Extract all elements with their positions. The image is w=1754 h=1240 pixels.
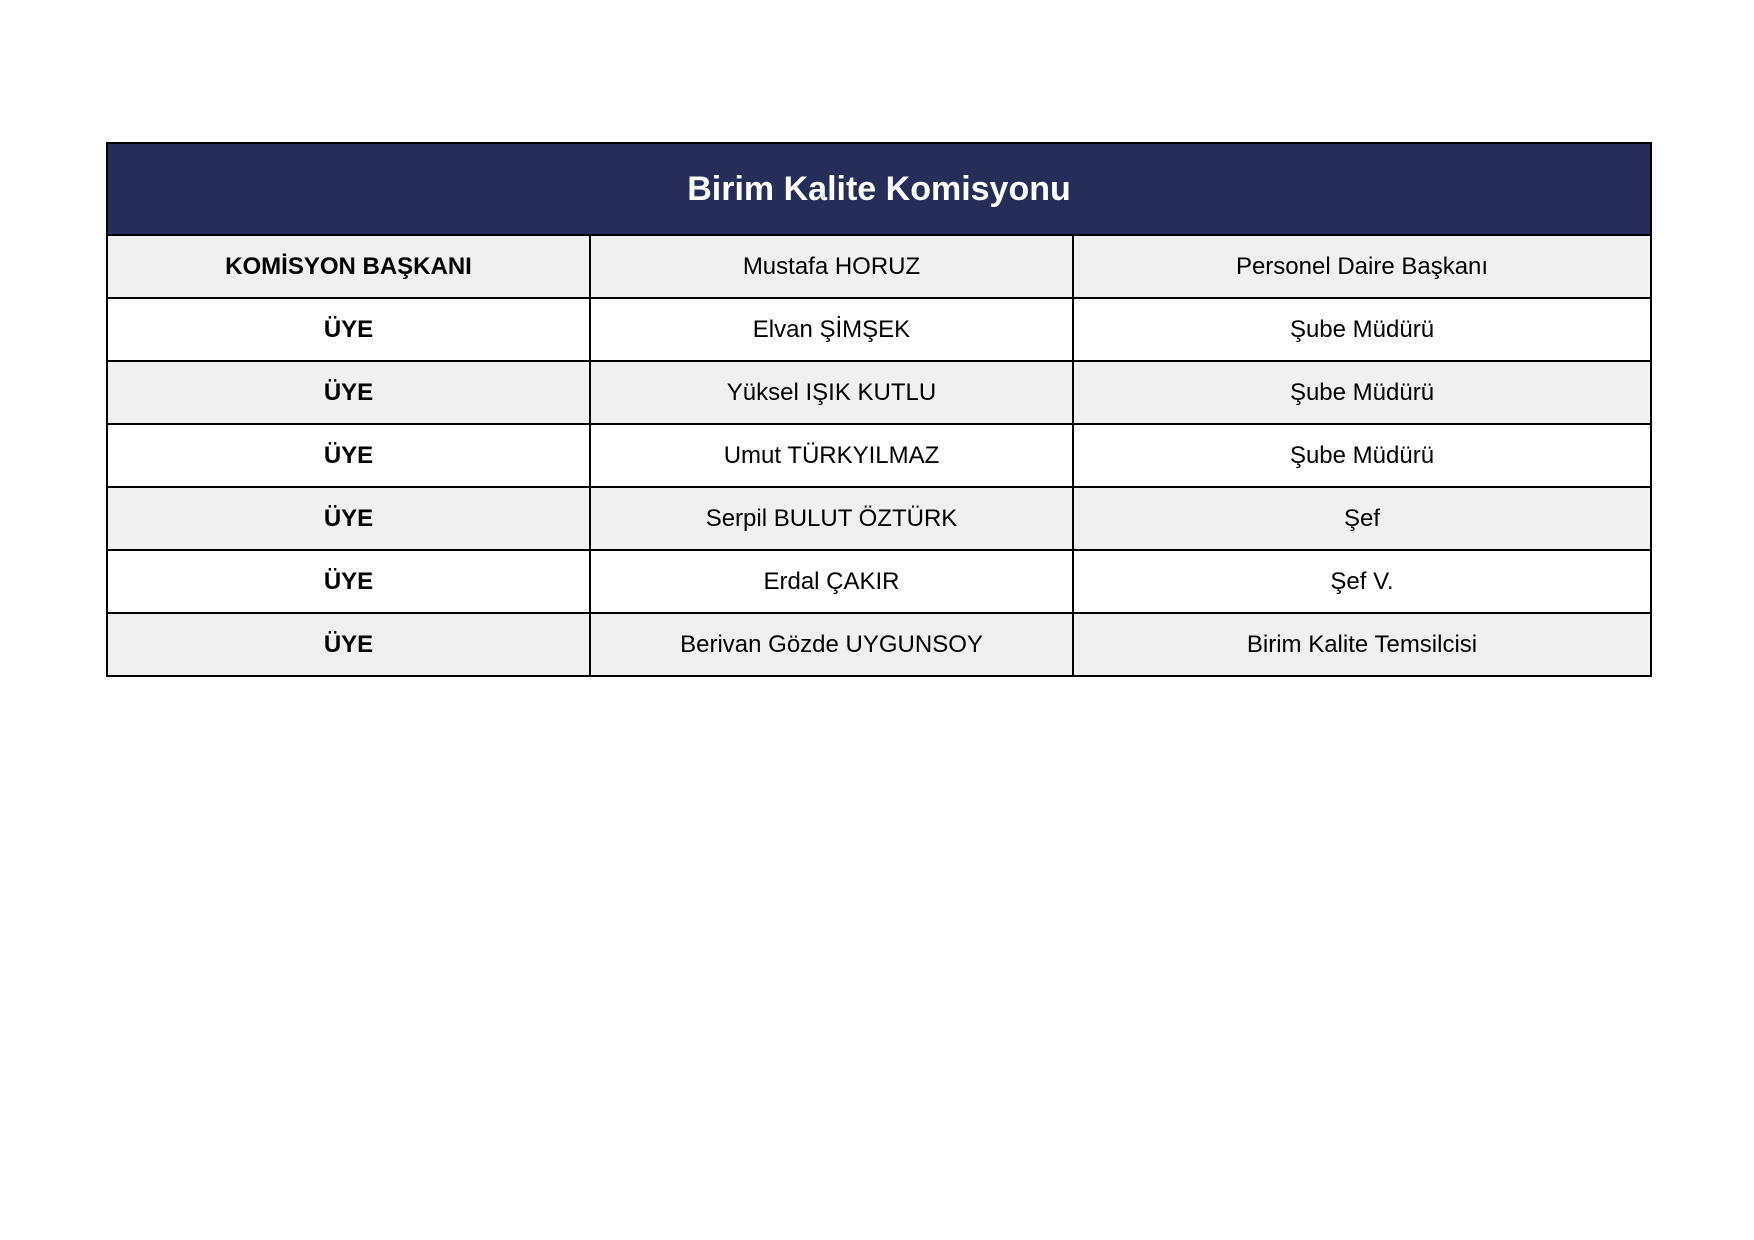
- table-row: [107, 613, 1651, 676]
- table-title: Birim Kalite Komisyonu: [107, 143, 1651, 235]
- position-cell: Şef: [1073, 487, 1651, 550]
- table-row: [107, 235, 1651, 298]
- name-cell: Erdal ÇAKIR: [590, 550, 1073, 613]
- table-row: [107, 361, 1651, 424]
- name-cell: Yüksel IŞIK KUTLU: [590, 361, 1073, 424]
- table-row: [107, 298, 1651, 361]
- position-cell: Şube Müdürü: [1073, 424, 1651, 487]
- table-row: [107, 487, 1651, 550]
- position-cell: Şube Müdürü: [1073, 361, 1651, 424]
- name-cell: Berivan Gözde UYGUNSOY: [590, 613, 1073, 676]
- role-cell: ÜYE: [107, 424, 590, 487]
- name-cell: Mustafa HORUZ: [590, 235, 1073, 298]
- name-cell: Elvan ŞİMŞEK: [590, 298, 1073, 361]
- name-cell: Umut TÜRKYILMAZ: [590, 424, 1073, 487]
- position-cell: Şube Müdürü: [1073, 298, 1651, 361]
- role-cell: ÜYE: [107, 550, 590, 613]
- name-cell: Serpil BULUT ÖZTÜRK: [590, 487, 1073, 550]
- role-cell: KOMİSYON BAŞKANI: [107, 235, 590, 298]
- position-cell: Birim Kalite Temsilcisi: [1073, 613, 1651, 676]
- role-cell: ÜYE: [107, 487, 590, 550]
- table-row: [107, 424, 1651, 487]
- role-cell: ÜYE: [107, 613, 590, 676]
- position-cell: Şef V.: [1073, 550, 1651, 613]
- table-title-row: [107, 143, 1651, 235]
- role-cell: ÜYE: [107, 298, 590, 361]
- table-row: [107, 550, 1651, 613]
- role-cell: ÜYE: [107, 361, 590, 424]
- commission-table: [106, 142, 1652, 677]
- position-cell: Personel Daire Başkanı: [1073, 235, 1651, 298]
